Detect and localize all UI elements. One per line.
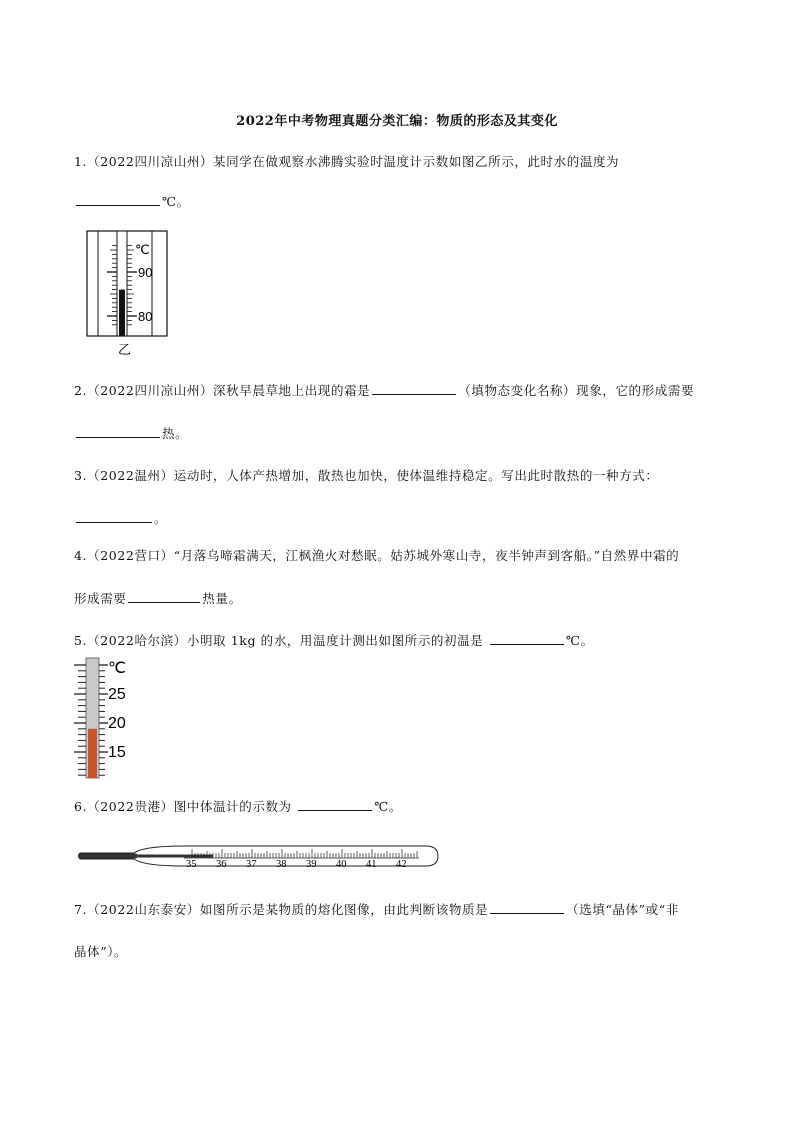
scale-label: 38	[276, 859, 287, 870]
question-5-text	[74, 631, 594, 649]
scale-label: 39	[306, 859, 317, 870]
answer-blank[interactable]	[298, 798, 372, 811]
question-2-part-b: （填物态变化名称）现象，它的形成需要	[458, 383, 695, 398]
scale-label: 36	[216, 859, 227, 870]
tick-label-25: 25	[108, 686, 126, 703]
question-4-end: 热量。	[202, 591, 242, 606]
celsius-label: ℃	[108, 660, 126, 677]
question-3-text: 3.（2022温州）运动时，人体产热增加，散热也加快，使体温维持稳定。写出此时散热的一种方式：	[74, 468, 659, 483]
tick-label-20: 20	[108, 715, 126, 732]
question-6-stem: 6.（2022贵港）图中体温计的示数为	[74, 799, 292, 814]
question-1-answer-line	[74, 192, 190, 210]
tick-label-90: 90	[138, 265, 153, 280]
scale-label: 41	[366, 859, 377, 870]
liquid-column	[88, 729, 97, 778]
question-2-part-c: 热。	[162, 426, 189, 441]
tick-label-80: 80	[138, 309, 153, 324]
scale-label: 35	[186, 859, 197, 870]
page-title: 2022年中考物理真题分类汇编：物质的形态及其变化	[236, 114, 558, 129]
question-4-part-b: 形成需要	[74, 591, 127, 606]
thermometer-initial-temp-figure	[72, 656, 142, 780]
answer-blank[interactable]	[490, 901, 564, 914]
tick-label-15: 15	[108, 744, 126, 761]
answer-blank[interactable]	[76, 425, 160, 438]
question-7-stem: 7.（2022山东泰安）如图所示是某物质的熔化图像，由此判断该物质是	[74, 902, 489, 917]
question-2-text	[74, 381, 694, 399]
question-2-part-a: 2.（2022四川凉山州）深秋早晨草地上出现的霜是	[74, 383, 371, 398]
question-7-text	[74, 900, 679, 918]
answer-blank[interactable]	[76, 510, 152, 523]
question-3-end: 。	[154, 511, 168, 526]
figure-caption: 乙	[118, 343, 132, 358]
answer-blank[interactable]	[128, 590, 200, 603]
answer-blank[interactable]	[76, 193, 160, 206]
clinical-thermometer-figure	[74, 836, 444, 876]
question-1-text: 1.（2022四川凉山州）某同学在做观察水沸腾实验时温度计示数如图乙所示，此时水的温度为	[74, 154, 620, 169]
mercury-bulb	[78, 854, 138, 859]
unit-text: ℃。	[565, 633, 594, 648]
question-7-part-b: （选填“晶体”或“非	[566, 902, 679, 917]
question-7-second-line: 晶体”）。	[74, 944, 128, 959]
answer-blank[interactable]	[490, 632, 564, 645]
unit-text: ℃。	[374, 799, 402, 814]
question-4-answer-line	[74, 589, 242, 607]
scale-label: 42	[396, 859, 407, 870]
mercury-column	[119, 290, 125, 336]
scale-label: 40	[336, 859, 347, 870]
unit-text: ℃。	[162, 194, 190, 209]
question-3-answer-line	[74, 509, 167, 527]
scale-label: 37	[246, 859, 257, 870]
mercury-column	[138, 855, 213, 858]
question-2-answer-line	[74, 424, 188, 442]
celsius-label: ℃	[135, 242, 150, 257]
question-5-stem: 5.（2022哈尔滨）小明取 1kg 的水，用温度计测出如图所示的初温是	[74, 633, 484, 648]
question-6-text	[74, 797, 402, 815]
question-4-text: 4.（2022营口）“月落乌啼霜满天，江枫渔火对愁眠。姑苏城外寒山寺，夜半钟声到客船。”自然界中霜的	[74, 548, 680, 563]
thermometer-yi-figure	[86, 230, 170, 358]
answer-blank[interactable]	[372, 382, 456, 395]
